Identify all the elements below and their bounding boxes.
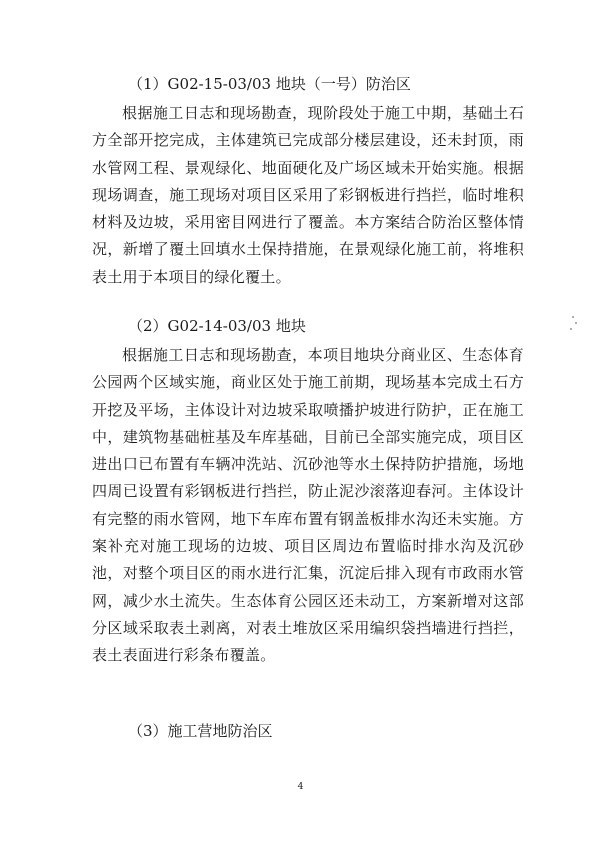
scan-speck — [570, 328, 572, 330]
page-number: 4 — [297, 782, 304, 792]
scan-speck — [575, 322, 577, 324]
section-2-paragraph: 根据施工日志和现场勘查，本项目地块分商业区、生态体育公园两个区域实施，商业区处于施工前期，现场基本完成土石方开挖及平场，主体设计对边坡采取喷播护坡进行防护，正在施工中，建筑物基础桩基及车库基础，目前已全部实施完成，项目区进出口已布置有车辆冲洗站、沉砂池等水土保持防护措施，场地四周已设置有彩钢板进行挡拦，防止泥沙滚落迎春河。主体设计有完整的雨水管网，地下车库布置有钢盖板排水沟还未实施。方案补充对施工现场的边坡、项目区周边布置临时排水沟及沉砂池，对整个项目区的雨水进行汇集，沉淀后排入现有市政雨水管网，减少水土流失。生态体育公园区还未动工，方案新增对这部分区域采取表土剥离，对表土堆放区采用编织袋挡墙进行挡拦，表土表面进行彩条布覆盖。 — [92, 346, 524, 665]
section-1-heading: （1）G02-15-03/03 地块（一号）防治区 — [128, 75, 411, 93]
section-1-paragraph: 根据施工日志和现场勘查，现阶段处于施工中期，基础土石方全部开挖完成，主体建筑已完成部分楼层建设，还未封顶，雨水管网工程、景观绿化、地面硬化及广场区域未开始实施。根据现场调查，施工现场对项目区采用了彩钢板进行挡拦，临时堆积材料及边坡，采用密目网进行了覆盖。本方案结合防治区整体情况，新增了覆土回填水土保持措施，在景观绿化施工前，将堆积表土用于本项目的绿化覆土。 — [92, 104, 524, 286]
section-2-heading: （2）G02-14-03/03 地块 — [128, 317, 306, 335]
scan-speck — [572, 316, 574, 318]
section-3-heading: （3）施工营地防治区 — [128, 722, 273, 740]
